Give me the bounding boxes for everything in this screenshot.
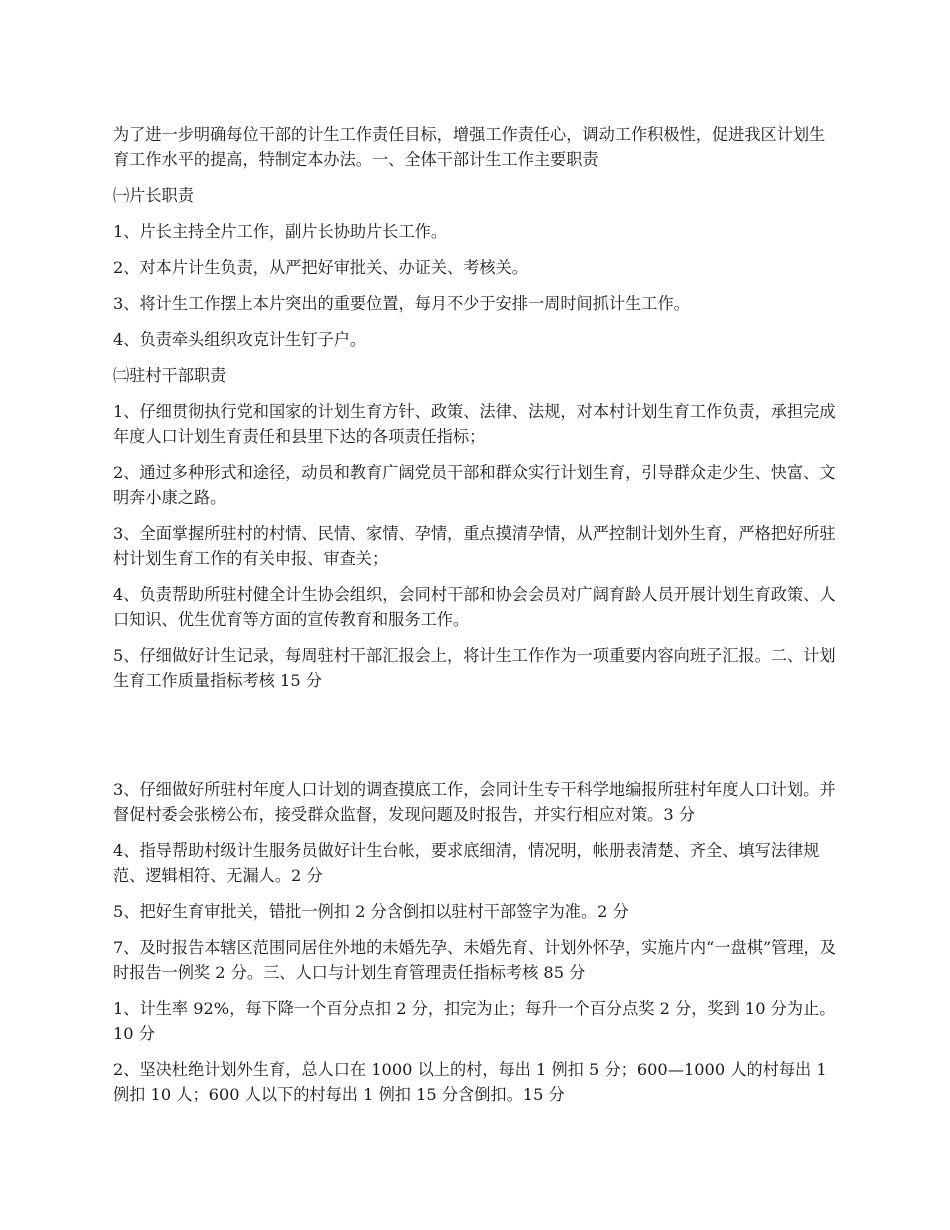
paragraph-cadre-4: 4、负责帮助所驻村健全计生协会组织，会同村干部和协会会员对广阔育龄人员开展计划生育政策、人口知识、优生优育等方面的宣传教育和服务工作。 [113, 585, 836, 629]
paragraph-cadre-5: 5、仔细做好计生记录，每周驻村干部汇报会上，将计生工作作为一项重要内容向班子汇报。二、计划生育工作质量指标考核 15 分 [113, 646, 836, 690]
blank-space [113, 704, 841, 777]
paragraph-leader-1: 1、片长主持全片工作，副片长协助片长工作。 [113, 222, 448, 241]
paragraph-leader-3: 3、将计生工作摆上本片突出的重要位置，每月不少于安排一周时间抓计生工作。 [113, 294, 690, 313]
paragraph-management-2: 2、坚决杜绝计划外生育，总人口在 1000 以上的村，每出 1 例扣 5 分；600—1000 人的村每出 1 例扣 10 人；600 人以下的村每出 1 例扣 15 分含倒扣。15 分 [113, 1060, 827, 1104]
paragraph-quality-3: 3、仔细做好所驻村年度人口计划的调查摸底工作，会同计生专干科学地编报所驻村年度人口计划。并督促村委会张榜公布，接受群众监督，发现问题及时报告，并实行相应对策。3 分 [113, 780, 836, 824]
heading-section-village-cadre-duties: ㈡驻村干部职责 [113, 366, 227, 385]
paragraph-cadre-1: 1、仔细贯彻执行党和国家的计划生育方针、政策、法律、法规，对本村计划生育工作负责，承担完成年度人口计划生育责任和县里下达的各项责任指标； [113, 402, 836, 446]
heading-section-leader-duties: ㈠片长职责 [113, 186, 194, 205]
paragraph-leader-2: 2、对本片计生负责，从严把好审批关、办证关、考核关。 [113, 258, 528, 277]
paragraph-quality-5: 5、把好生育审批关，错批一例扣 2 分含倒扣以驻村干部签字为准。2 分 [113, 902, 629, 921]
paragraph-cadre-3: 3、全面掌握所驻村的村情、民情、家情、孕情，重点摸清孕情，从严控制计划外生育，严格把好所驻村计划生育工作的有关申报、审查关； [113, 524, 836, 568]
paragraph-intro: 为了进一步明确每位干部的计生工作责任目标，增强工作责任心，调动工作积极性，促进我区计划生育工作水平的提高，特制定本办法。一、全体干部计生工作主要职责 [113, 125, 826, 169]
document-page [113, 122, 841, 1118]
paragraph-quality-4: 4、指导帮助村级计生服务员做好计生台帐，要求底细清，情况明，帐册表清楚、齐全、填写法律规范、逻辑相符、无漏人。2 分 [113, 841, 820, 885]
paragraph-quality-7: 7、及时报告本辖区范围同居住外地的未婚先孕、未婚先育、计划外怀孕，实施片内“一盘棋”管理，及时报告一例奖 2 分。三、人口与计划生育管理责任指标考核 85 分 [113, 938, 836, 982]
paragraph-leader-4: 4、负责牵头组织攻克计生钉子户。 [113, 330, 367, 349]
paragraph-management-1: 1、计生率 92%，每下降一个百分点扣 2 分，扣完为止；每升一个百分点奖 2 分，奖到 10 分为止。10 分 [113, 999, 836, 1043]
paragraph-cadre-2: 2、通过多种形式和途径，动员和教育广阔党员干部和群众实行计划生育，引导群众走少生、快富、文明奔小康之路。 [113, 463, 836, 507]
